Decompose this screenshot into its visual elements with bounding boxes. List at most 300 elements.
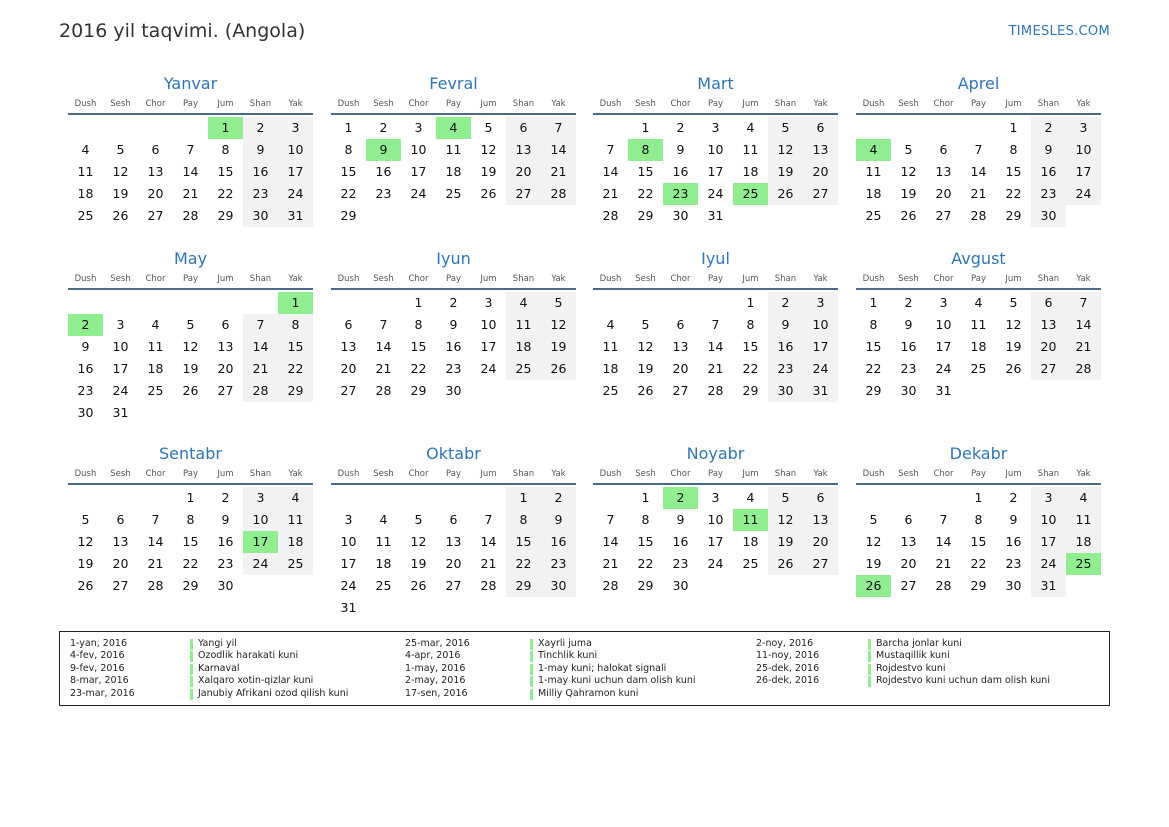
- day-cell: 27: [340, 383, 357, 398]
- weekday-label: Pay: [446, 469, 461, 479]
- holiday-day-cell: 26: [856, 575, 891, 597]
- day-cell: 22: [340, 186, 357, 201]
- day-cell: 10: [112, 339, 129, 354]
- day-cell: 6: [221, 317, 230, 332]
- holiday-color-marker: [530, 639, 533, 650]
- day-cell: 9: [243, 139, 278, 161]
- empty-cell: [593, 117, 628, 139]
- day-cell: 1: [746, 295, 755, 310]
- day-cell: 8: [1009, 142, 1018, 157]
- day-cell: 11: [1066, 509, 1101, 531]
- day-cell: 11: [77, 164, 94, 179]
- day-cell: 10: [707, 512, 724, 527]
- day-cell: 5: [81, 512, 90, 527]
- day-cell: 1: [344, 120, 353, 135]
- day-cell: 7: [606, 142, 615, 157]
- day-cell: 23: [768, 358, 803, 380]
- weekday-label: Pay: [971, 274, 986, 284]
- day-cell: 27: [506, 183, 541, 205]
- empty-cell: [891, 487, 926, 509]
- day-cell: 7: [606, 512, 615, 527]
- month-name: Sentabr: [159, 444, 222, 463]
- holiday-day-cell: 23: [663, 183, 698, 205]
- day-cell: 3: [939, 295, 948, 310]
- weekday-label: Sesh: [373, 274, 394, 284]
- weekday-label: Sesh: [898, 274, 919, 284]
- day-cell: 30: [672, 578, 689, 593]
- weekday-header: [331, 467, 576, 485]
- empty-cell: [856, 117, 891, 139]
- day-cell: 22: [217, 186, 234, 201]
- day-cell: 21: [1066, 336, 1101, 358]
- day-cell: 16: [768, 336, 803, 358]
- day-cell: 29: [217, 208, 234, 223]
- holiday-day-cell: 1: [278, 292, 313, 314]
- weekday-header: [856, 467, 1101, 485]
- day-cell: 21: [707, 361, 724, 376]
- month-name: Iyun: [436, 249, 471, 268]
- empty-cell: [138, 487, 173, 509]
- day-cell: 5: [1009, 295, 1018, 310]
- empty-cell: [173, 292, 208, 314]
- weekday-label: Shan: [774, 274, 797, 284]
- day-cell: 4: [81, 142, 90, 157]
- day-cell: 1: [869, 295, 878, 310]
- day-cell: 21: [147, 556, 164, 571]
- day-cell: 20: [672, 361, 689, 376]
- day-cell: 3: [711, 120, 720, 135]
- day-cell: 8: [869, 317, 878, 332]
- holiday-name: Yangi yil: [198, 638, 237, 649]
- day-grid: [68, 292, 313, 424]
- day-cell: 30: [77, 405, 94, 420]
- holiday-color-marker: [530, 676, 533, 687]
- day-cell: 9: [449, 317, 458, 332]
- weekday-label: Chor: [933, 469, 954, 479]
- day-cell: 11: [445, 142, 462, 157]
- day-cell: 10: [340, 534, 357, 549]
- day-cell: 4: [379, 512, 388, 527]
- day-cell: 17: [480, 339, 497, 354]
- day-cell: 15: [278, 336, 313, 358]
- day-cell: 4: [746, 490, 755, 505]
- day-cell: 11: [375, 534, 392, 549]
- day-cell: 16: [77, 361, 94, 376]
- day-cell: 18: [970, 339, 987, 354]
- weekday-label: Dush: [862, 99, 885, 109]
- weekday-header: [68, 272, 313, 290]
- day-cell: 22: [970, 556, 987, 571]
- day-cell: 6: [904, 512, 913, 527]
- day-cell: 4: [1066, 487, 1101, 509]
- day-cell: 14: [602, 164, 619, 179]
- weekday-label: Pay: [708, 274, 723, 284]
- day-cell: 13: [935, 164, 952, 179]
- day-cell: 5: [904, 142, 913, 157]
- month-name: Iyul: [701, 249, 730, 268]
- day-cell: 9: [1031, 139, 1066, 161]
- day-cell: 10: [278, 139, 313, 161]
- day-cell: 11: [602, 339, 619, 354]
- weekday-label: Chor: [408, 99, 429, 109]
- day-cell: 31: [278, 205, 313, 227]
- day-cell: 16: [672, 534, 689, 549]
- weekday-label: Yak: [1076, 99, 1091, 109]
- day-cell: 5: [768, 487, 803, 509]
- holiday-date: 2-noy, 2016: [756, 638, 814, 649]
- weekday-label: Yak: [813, 274, 828, 284]
- weekday-label: Dush: [599, 274, 622, 284]
- weekday-label: Pay: [446, 274, 461, 284]
- day-cell: 12: [900, 164, 917, 179]
- legend-row: [756, 638, 1086, 650]
- weekday-label: Jum: [217, 469, 234, 479]
- legend-row: [70, 675, 400, 687]
- day-grid: [68, 117, 313, 227]
- empty-cell: [401, 487, 436, 509]
- weekday-label: Jum: [1005, 469, 1022, 479]
- weekday-header: [593, 97, 838, 115]
- weekday-label: Sesh: [110, 99, 131, 109]
- day-cell: 17: [935, 339, 952, 354]
- month-name: Yanvar: [163, 74, 218, 93]
- day-cell: 11: [278, 509, 313, 531]
- day-cell: 24: [340, 578, 357, 593]
- day-cell: 20: [112, 556, 129, 571]
- weekday-label: Sesh: [110, 469, 131, 479]
- day-cell: 19: [410, 556, 427, 571]
- day-cell: 23: [217, 556, 234, 571]
- day-cell: 16: [375, 164, 392, 179]
- holiday-day-cell: 1: [208, 117, 243, 139]
- empty-cell: [593, 487, 628, 509]
- day-cell: 12: [768, 139, 803, 161]
- day-cell: 24: [410, 186, 427, 201]
- legend-row: [756, 675, 1086, 687]
- day-cell: 12: [77, 534, 94, 549]
- month-name: Mart: [697, 74, 734, 93]
- empty-cell: [68, 292, 103, 314]
- day-cell: 8: [974, 512, 983, 527]
- day-cell: 5: [869, 512, 878, 527]
- day-cell: 25: [742, 556, 759, 571]
- day-cell: 18: [278, 531, 313, 553]
- day-cell: 17: [410, 164, 427, 179]
- day-cell: 6: [939, 142, 948, 157]
- day-cell: 23: [1031, 183, 1066, 205]
- weekday-label: Jum: [742, 469, 759, 479]
- day-cell: 9: [904, 317, 913, 332]
- day-cell: 13: [217, 339, 234, 354]
- weekday-label: Dush: [337, 469, 360, 479]
- weekday-label: Chor: [408, 274, 429, 284]
- legend-row: [405, 688, 735, 700]
- day-cell: 14: [375, 339, 392, 354]
- day-cell: 3: [711, 490, 720, 505]
- holiday-name: Rojdestvo kuni: [876, 662, 946, 674]
- holiday-name: Mustaqillik kuni: [876, 650, 950, 662]
- day-cell: 15: [1005, 164, 1022, 179]
- day-cell: 26: [1005, 361, 1022, 376]
- day-cell: 11: [970, 317, 987, 332]
- day-cell: 28: [147, 578, 164, 593]
- day-cell: 10: [803, 314, 838, 336]
- weekday-label: Yak: [288, 274, 303, 284]
- weekday-label: Sesh: [635, 469, 656, 479]
- day-cell: 26: [768, 553, 803, 575]
- day-cell: 14: [147, 534, 164, 549]
- day-cell: 27: [803, 183, 838, 205]
- legend-row: [70, 663, 400, 675]
- day-cell: 16: [672, 164, 689, 179]
- month-name: Noyabr: [686, 444, 745, 463]
- holiday-date: 23-mar, 2016: [70, 687, 135, 699]
- holiday-color-marker: [530, 651, 533, 662]
- day-grid: [331, 117, 576, 227]
- day-cell: 23: [541, 553, 576, 575]
- day-cell: 12: [410, 534, 427, 549]
- weekday-label: Dush: [337, 99, 360, 109]
- day-cell: 17: [278, 161, 313, 183]
- weekday-label: Yak: [551, 274, 566, 284]
- day-cell: 22: [278, 358, 313, 380]
- day-cell: 1: [506, 487, 541, 509]
- holiday-day-cell: 2: [663, 487, 698, 509]
- day-cell: 22: [182, 556, 199, 571]
- weekday-header: [856, 97, 1101, 115]
- day-cell: 29: [970, 578, 987, 593]
- day-cell: 19: [768, 161, 803, 183]
- day-cell: 26: [77, 578, 94, 593]
- day-cell: 22: [506, 553, 541, 575]
- holiday-color-marker: [190, 664, 193, 675]
- day-cell: 24: [243, 553, 278, 575]
- day-cell: 22: [1005, 186, 1022, 201]
- day-cell: 28: [480, 578, 497, 593]
- day-cell: 11: [865, 164, 882, 179]
- day-cell: 19: [865, 556, 882, 571]
- day-cell: 13: [900, 534, 917, 549]
- empty-cell: [208, 292, 243, 314]
- day-cell: 30: [445, 383, 462, 398]
- day-cell: 7: [243, 314, 278, 336]
- holiday-date: 4-fev, 2016: [70, 650, 125, 662]
- day-cell: 2: [379, 120, 388, 135]
- weekday-label: Shan: [249, 99, 272, 109]
- weekday-label: Yak: [288, 469, 303, 479]
- day-cell: 15: [865, 339, 882, 354]
- day-cell: 2: [449, 295, 458, 310]
- day-cell: 4: [506, 292, 541, 314]
- day-cell: 5: [414, 512, 423, 527]
- day-cell: 20: [217, 361, 234, 376]
- weekday-label: Sesh: [373, 469, 394, 479]
- holiday-color-marker: [530, 689, 533, 700]
- day-cell: 28: [970, 208, 987, 223]
- day-cell: 30: [900, 383, 917, 398]
- day-cell: 20: [506, 161, 541, 183]
- month-aprel: [856, 73, 1101, 227]
- day-cell: 22: [410, 361, 427, 376]
- month-sentabr: [68, 443, 313, 597]
- day-cell: 7: [974, 142, 983, 157]
- day-cell: 30: [1005, 578, 1022, 593]
- weekday-header: [68, 467, 313, 485]
- day-cell: 20: [803, 531, 838, 553]
- day-cell: 5: [484, 120, 493, 135]
- empty-cell: [138, 292, 173, 314]
- day-cell: 23: [243, 183, 278, 205]
- weekday-label: Sesh: [898, 469, 919, 479]
- weekday-label: Chor: [408, 469, 429, 479]
- holiday-color-marker: [190, 689, 193, 700]
- day-cell: 6: [676, 317, 685, 332]
- day-cell: 25: [278, 553, 313, 575]
- weekday-label: Shan: [249, 469, 272, 479]
- day-cell: 30: [217, 578, 234, 593]
- day-cell: 24: [1031, 553, 1066, 575]
- day-cell: 17: [707, 534, 724, 549]
- day-cell: 25: [506, 358, 541, 380]
- weekday-label: Pay: [183, 274, 198, 284]
- day-cell: 10: [480, 317, 497, 332]
- day-cell: 15: [217, 164, 234, 179]
- day-cell: 1: [1009, 120, 1018, 135]
- day-cell: 29: [637, 208, 654, 223]
- holiday-date: 26-dek, 2016: [756, 675, 820, 687]
- brand-link[interactable]: TIMESLES.COM: [1008, 24, 1110, 39]
- weekday-label: Chor: [670, 99, 691, 109]
- month-name: May: [173, 249, 208, 268]
- weekday-label: Jum: [480, 99, 497, 109]
- day-cell: 29: [742, 383, 759, 398]
- empty-cell: [593, 292, 628, 314]
- empty-cell: [103, 292, 138, 314]
- day-cell: 14: [970, 164, 987, 179]
- weekday-label: Shan: [774, 99, 797, 109]
- day-cell: 23: [672, 556, 689, 571]
- day-cell: 12: [112, 164, 129, 179]
- holiday-color-marker: [190, 639, 193, 650]
- day-cell: 20: [445, 556, 462, 571]
- day-cell: 16: [541, 531, 576, 553]
- page-title: 2016 yil taqvimi. (Angola): [59, 20, 306, 42]
- day-cell: 17: [340, 556, 357, 571]
- day-cell: 8: [746, 317, 755, 332]
- weekday-label: Yak: [288, 99, 303, 109]
- holiday-day-cell: 4: [856, 139, 891, 161]
- day-cell: 27: [672, 383, 689, 398]
- day-cell: 15: [340, 164, 357, 179]
- day-cell: 14: [243, 336, 278, 358]
- day-cell: 28: [935, 578, 952, 593]
- legend-row: [70, 688, 400, 700]
- empty-cell: [628, 292, 663, 314]
- day-cell: 13: [1031, 314, 1066, 336]
- day-cell: 9: [541, 509, 576, 531]
- day-cell: 25: [375, 578, 392, 593]
- day-cell: 22: [865, 361, 882, 376]
- day-cell: 29: [1005, 208, 1022, 223]
- day-cell: 30: [1031, 205, 1066, 227]
- weekday-label: Dush: [337, 274, 360, 284]
- day-cell: 8: [186, 512, 195, 527]
- day-cell: 16: [1005, 534, 1022, 549]
- holiday-day-cell: 25: [733, 183, 768, 205]
- weekday-label: Pay: [183, 99, 198, 109]
- day-cell: 15: [970, 534, 987, 549]
- month-iyul: [593, 248, 838, 402]
- holiday-color-marker: [530, 664, 533, 675]
- day-cell: 20: [1031, 336, 1066, 358]
- day-cell: 18: [742, 164, 759, 179]
- weekday-label: Chor: [670, 469, 691, 479]
- day-cell: 2: [768, 292, 803, 314]
- month-noyabr: [593, 443, 838, 597]
- day-cell: 11: [506, 314, 541, 336]
- day-cell: 7: [151, 512, 160, 527]
- weekday-label: Chor: [145, 469, 166, 479]
- day-cell: 5: [641, 317, 650, 332]
- day-cell: 21: [602, 186, 619, 201]
- holiday-color-marker: [190, 651, 193, 662]
- weekday-label: Jum: [742, 274, 759, 284]
- day-grid: [593, 117, 838, 227]
- day-cell: 24: [278, 183, 313, 205]
- holiday-legend: [59, 631, 1110, 706]
- day-cell: 8: [278, 314, 313, 336]
- day-cell: 28: [182, 208, 199, 223]
- day-cell: 7: [711, 317, 720, 332]
- holiday-date: 25-dek, 2016: [756, 662, 820, 674]
- day-cell: 13: [672, 339, 689, 354]
- day-cell: 24: [1066, 183, 1101, 205]
- day-cell: 12: [768, 509, 803, 531]
- day-cell: 17: [112, 361, 129, 376]
- day-cell: 27: [900, 578, 917, 593]
- day-cell: 28: [1066, 358, 1101, 380]
- day-cell: 25: [147, 383, 164, 398]
- day-cell: 3: [1066, 117, 1101, 139]
- day-cell: 6: [1031, 292, 1066, 314]
- day-cell: 30: [541, 575, 576, 597]
- day-cell: 13: [340, 339, 357, 354]
- weekday-label: Sesh: [635, 99, 656, 109]
- day-cell: 25: [602, 383, 619, 398]
- day-cell: 1: [974, 490, 983, 505]
- empty-cell: [366, 292, 401, 314]
- day-cell: 6: [344, 317, 353, 332]
- day-cell: 9: [768, 314, 803, 336]
- day-cell: 22: [637, 556, 654, 571]
- day-cell: 7: [379, 317, 388, 332]
- empty-cell: [698, 292, 733, 314]
- day-cell: 18: [602, 361, 619, 376]
- weekday-label: Jum: [1005, 274, 1022, 284]
- day-cell: 18: [865, 186, 882, 201]
- day-cell: 8: [221, 142, 230, 157]
- holiday-day-cell: 9: [366, 139, 401, 161]
- day-cell: 4: [974, 295, 983, 310]
- holiday-name: 1-may kuni uchun dam olish kuni: [538, 675, 696, 687]
- day-cell: 4: [278, 487, 313, 509]
- day-cell: 24: [803, 358, 838, 380]
- day-cell: 19: [768, 531, 803, 553]
- day-cell: 7: [939, 512, 948, 527]
- weekday-label: Pay: [708, 99, 723, 109]
- weekday-label: Jum: [1005, 99, 1022, 109]
- holiday-name: Ozodlik harakati kuni: [198, 650, 299, 662]
